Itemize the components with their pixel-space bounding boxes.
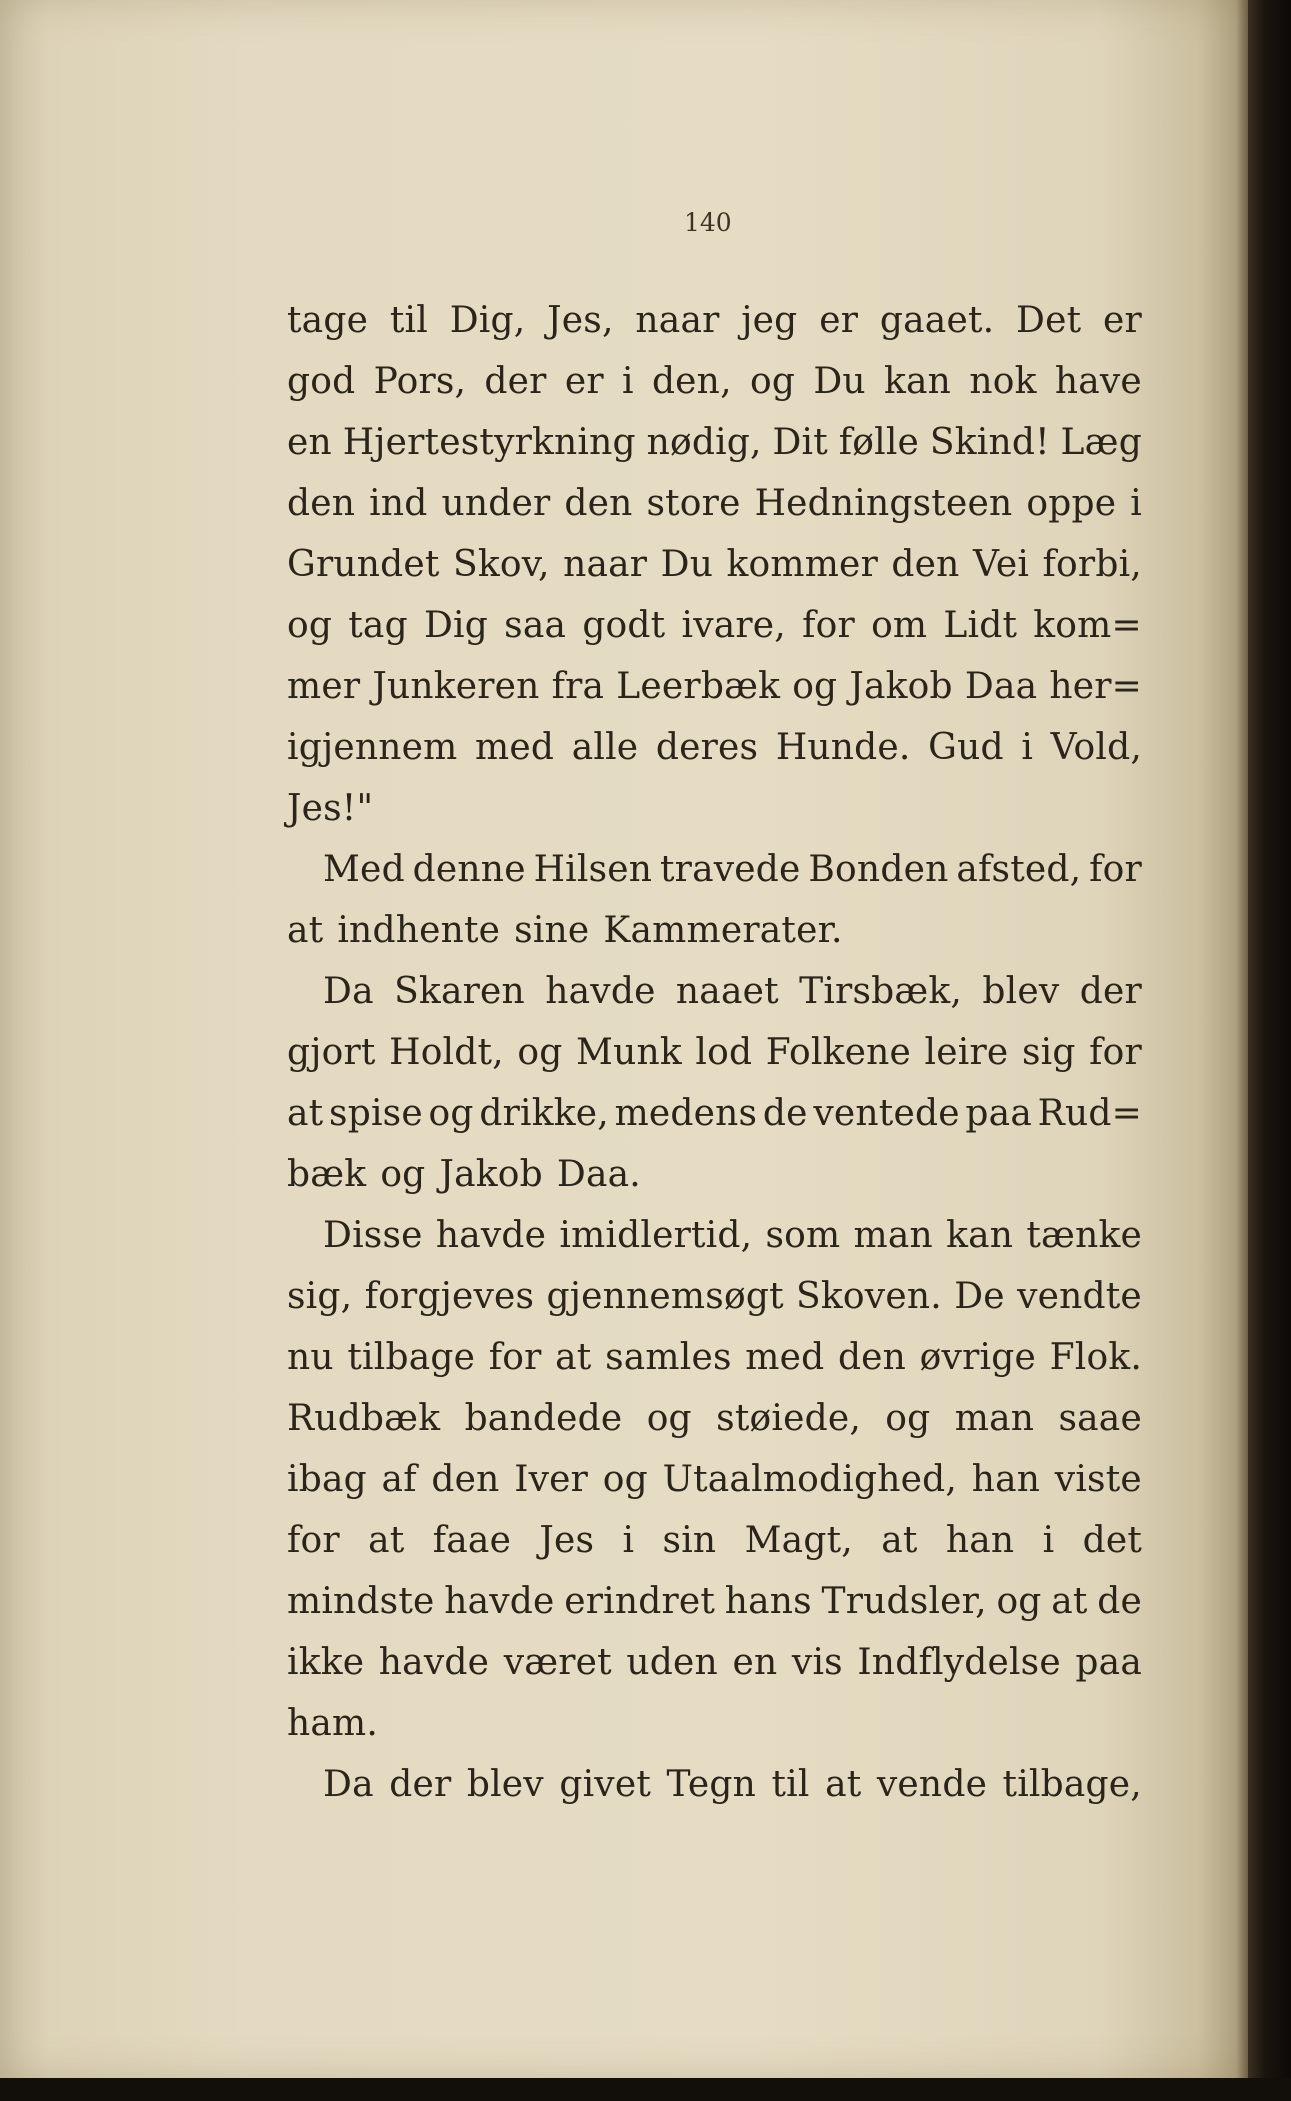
- text-line: at spise og drikke, medens de ventede paa Rud=: [287, 1093, 1142, 1134]
- text-line: Da Skaren havde naaet Tirsbæk, blev der: [323, 971, 1142, 1012]
- text-line: god Pors, der er i den, og Du kan nok have: [287, 361, 1142, 402]
- text-line: den ind under den store Hedningsteen oppe i: [287, 483, 1142, 524]
- text-line: mer Junkeren fra Leerbæk og Jakob Daa her=: [287, 666, 1142, 707]
- page-number: 140: [684, 208, 732, 237]
- text-line: at indhente sine Kammerater.: [287, 910, 843, 951]
- body-text: [287, 290, 1142, 1815]
- text-line: Med denne Hilsen travede Bonden afsted, for: [323, 849, 1142, 890]
- book-spine: [1248, 0, 1291, 2101]
- text-line: for at faae Jes i sin Magt, at han i det: [287, 1520, 1142, 1561]
- text-line: nu tilbage for at samles med den øvrige Flok.: [287, 1337, 1142, 1378]
- text-line: ibag af den Iver og Utaalmodighed, han viste: [287, 1459, 1142, 1500]
- text-line: og tag Dig saa godt ivare, for om Lidt kom=: [287, 605, 1142, 646]
- text-line: tage til Dig, Jes, naar jeg er gaaet. Det er: [287, 300, 1142, 341]
- text-line: igjennem med alle deres Hunde. Gud i Vold,: [287, 727, 1142, 768]
- page-bottom-edge: [0, 2078, 1291, 2101]
- text-line: ham.: [287, 1703, 379, 1744]
- text-line: Grundet Skov, naar Du kommer den Vei forbi,: [287, 544, 1142, 585]
- text-line: Disse havde imidlertid, som man kan tænke: [323, 1215, 1142, 1256]
- text-line: ikke havde været uden en vis Indflydelse paa: [287, 1642, 1142, 1683]
- text-line: bæk og Jakob Daa.: [287, 1154, 641, 1195]
- text-line: sig, forgjeves gjennemsøgt Skoven. De vendte: [287, 1276, 1142, 1317]
- text-line: mindste havde erindret hans Trudsler, og at de: [287, 1581, 1142, 1622]
- text-line: Jes!": [287, 788, 374, 829]
- text-line: gjort Holdt, og Munk lod Folkene leire sig for: [287, 1032, 1142, 1073]
- text-line: Rudbæk bandede og støiede, og man saae: [287, 1398, 1142, 1439]
- page-edge-shadow: [1236, 0, 1248, 2078]
- text-line: en Hjertestyrkning nødig, Dit følle Skind! Læg: [287, 422, 1142, 463]
- text-line: Da der blev givet Tegn til at vende tilbage,: [323, 1764, 1142, 1805]
